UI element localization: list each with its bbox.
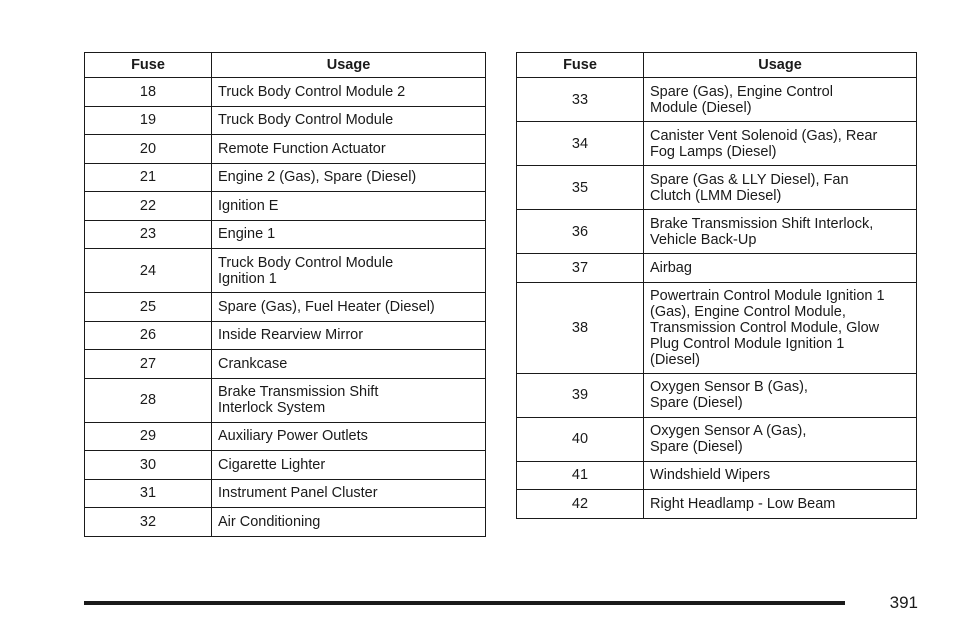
table-row bbox=[85, 220, 486, 249]
fuse-number-cell: 25 bbox=[85, 293, 212, 322]
fuse-number-cell: 37 bbox=[517, 254, 644, 283]
fuse-number-cell: 24 bbox=[85, 249, 212, 293]
table-row bbox=[85, 163, 486, 192]
usage-cell: Spare (Gas), Engine Control Module (Diesel) bbox=[644, 78, 917, 122]
usage-cell: Remote Function Actuator bbox=[212, 135, 486, 164]
table-header-row bbox=[517, 53, 917, 78]
usage-cell: Ignition E bbox=[212, 192, 486, 221]
fuse-number-cell: 27 bbox=[85, 350, 212, 379]
table-row bbox=[85, 479, 486, 508]
fuse-number-cell: 42 bbox=[517, 490, 644, 519]
fuse-number-cell: 18 bbox=[85, 78, 212, 107]
fuse-number-cell: 40 bbox=[517, 417, 644, 461]
fuse-number-cell: 35 bbox=[517, 166, 644, 210]
usage-cell: Instrument Panel Cluster bbox=[212, 479, 486, 508]
usage-cell: Air Conditioning bbox=[212, 508, 486, 537]
table-row bbox=[85, 378, 486, 422]
table-row bbox=[517, 461, 917, 490]
fuse-number-cell: 28 bbox=[85, 378, 212, 422]
fuse-table-right bbox=[516, 52, 917, 519]
usage-cell: Engine 2 (Gas), Spare (Diesel) bbox=[212, 163, 486, 192]
usage-cell: Auxiliary Power Outlets bbox=[212, 422, 486, 451]
table-row bbox=[517, 210, 917, 254]
fuse-number-cell: 19 bbox=[85, 106, 212, 135]
fuse-number-cell: 32 bbox=[85, 508, 212, 537]
fuse-column-header: Fuse bbox=[85, 53, 212, 78]
usage-cell: Windshield Wipers bbox=[644, 461, 917, 490]
table-row bbox=[85, 508, 486, 537]
table-row bbox=[85, 135, 486, 164]
usage-column-header: Usage bbox=[212, 53, 486, 78]
fuse-number-cell: 20 bbox=[85, 135, 212, 164]
table-row bbox=[517, 78, 917, 122]
table-row bbox=[517, 166, 917, 210]
table-row bbox=[85, 350, 486, 379]
table-row bbox=[517, 490, 917, 519]
fuse-number-cell: 30 bbox=[85, 451, 212, 480]
usage-column-header: Usage bbox=[644, 53, 917, 78]
table-row bbox=[85, 321, 486, 350]
usage-cell: Engine 1 bbox=[212, 220, 486, 249]
fuse-number-cell: 38 bbox=[517, 282, 644, 373]
usage-cell: Inside Rearview Mirror bbox=[212, 321, 486, 350]
usage-cell: Airbag bbox=[644, 254, 917, 283]
usage-cell: Canister Vent Solenoid (Gas), Rear Fog Lamps (Diesel) bbox=[644, 122, 917, 166]
table-row bbox=[85, 293, 486, 322]
fuse-number-cell: 21 bbox=[85, 163, 212, 192]
fuse-number-cell: 31 bbox=[85, 479, 212, 508]
usage-cell: Crankcase bbox=[212, 350, 486, 379]
fuse-number-cell: 34 bbox=[517, 122, 644, 166]
fuse-number-cell: 26 bbox=[85, 321, 212, 350]
table-header-row bbox=[85, 53, 486, 78]
table-row bbox=[85, 78, 486, 107]
table-row bbox=[85, 422, 486, 451]
table-row bbox=[517, 122, 917, 166]
usage-cell: Truck Body Control Module bbox=[212, 106, 486, 135]
table-row bbox=[517, 373, 917, 417]
fuse-table-left bbox=[84, 52, 486, 537]
fuse-number-cell: 36 bbox=[517, 210, 644, 254]
fuse-number-cell: 22 bbox=[85, 192, 212, 221]
footer-rule bbox=[84, 601, 845, 605]
fuse-number-cell: 23 bbox=[85, 220, 212, 249]
usage-cell: Oxygen Sensor B (Gas), Spare (Diesel) bbox=[644, 373, 917, 417]
fuse-number-cell: 41 bbox=[517, 461, 644, 490]
usage-cell: Spare (Gas), Fuel Heater (Diesel) bbox=[212, 293, 486, 322]
usage-cell: Cigarette Lighter bbox=[212, 451, 486, 480]
table-row bbox=[85, 192, 486, 221]
usage-cell: Brake Transmission Shift Interlock, Vehicle Back-Up bbox=[644, 210, 917, 254]
usage-cell: Truck Body Control Module Ignition 1 bbox=[212, 249, 486, 293]
usage-cell: Oxygen Sensor A (Gas), Spare (Diesel) bbox=[644, 417, 917, 461]
table-row bbox=[517, 417, 917, 461]
fuse-column-header: Fuse bbox=[517, 53, 644, 78]
table-row bbox=[85, 106, 486, 135]
fuse-number-cell: 29 bbox=[85, 422, 212, 451]
usage-cell: Spare (Gas & LLY Diesel), Fan Clutch (LMM Diesel) bbox=[644, 166, 917, 210]
usage-cell: Truck Body Control Module 2 bbox=[212, 78, 486, 107]
usage-cell: Right Headlamp - Low Beam bbox=[644, 490, 917, 519]
table-row bbox=[517, 254, 917, 283]
fuse-number-cell: 39 bbox=[517, 373, 644, 417]
page-number: 391 bbox=[889, 593, 918, 612]
fuse-number-cell: 33 bbox=[517, 78, 644, 122]
usage-cell: Powertrain Control Module Ignition 1 (Gas), Engine Control Module, Transmission Control Module, Glow Plug Control Module Ignition 1 (Diesel) bbox=[644, 282, 917, 373]
table-row bbox=[85, 249, 486, 293]
table-row bbox=[85, 451, 486, 480]
usage-cell: Brake Transmission Shift Interlock System bbox=[212, 378, 486, 422]
table-row bbox=[517, 282, 917, 373]
